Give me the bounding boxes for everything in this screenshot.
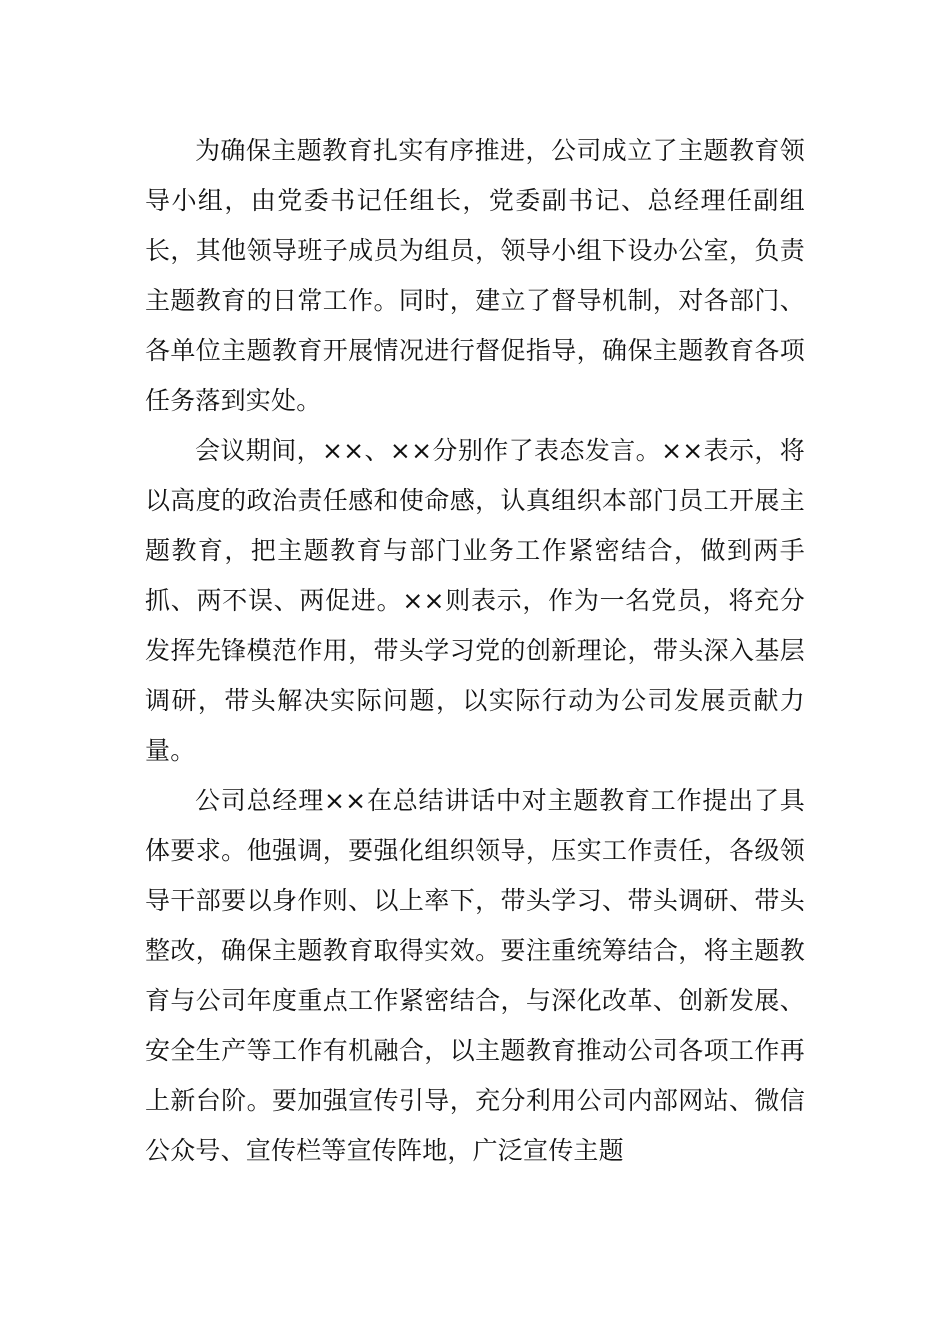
document-body — [145, 126, 805, 1176]
paragraph-manager-requirements: 公司总经理××在总结讲话中对主题教育工作提出了具体要求。他强调，要强化组织领导，压实工作责任，各级领导干部要以身作则、以上率下，带头学习、带头调研、带头整改，确保主题教育取得实效。要注重统筹结合，将主题教育与公司年度重点工作紧密结合，与深化改革、创新发展、安全生产等工作有机融合，以主题教育推动公司各项工作再上新台阶。要加强宣传引导，充分利用公司内部网站、微信公众号、宣传栏等宣传阵地，广泛宣传主题 — [145, 786, 805, 1165]
paragraph-leadership-group: 为确保主题教育扎实有序推进，公司成立了主题教育领导小组，由党委书记任组长，党委副书记、总经理任副组长，其他领导班子成员为组员，领导小组下设办公室，负责主题教育的日常工作。同时，建立了督导机制，对各部门、各单位主题教育开展情况进行督促指导，确保主题教育各项任务落到实处。 — [145, 136, 805, 415]
paragraph-meeting-statements: 会议期间，××、××分别作了表态发言。××表示，将以高度的政治责任感和使命感，认真组织本部门员工开展主题教育，把主题教育与部门业务工作紧密结合，做到两手抓、两不误、两促进。××则表示，作为一名党员，将充分发挥先锋模范作用，带头学习党的创新理论，带头深入基层调研，带头解决实际问题，以实际行动为公司发展贡献力量。 — [145, 436, 805, 765]
